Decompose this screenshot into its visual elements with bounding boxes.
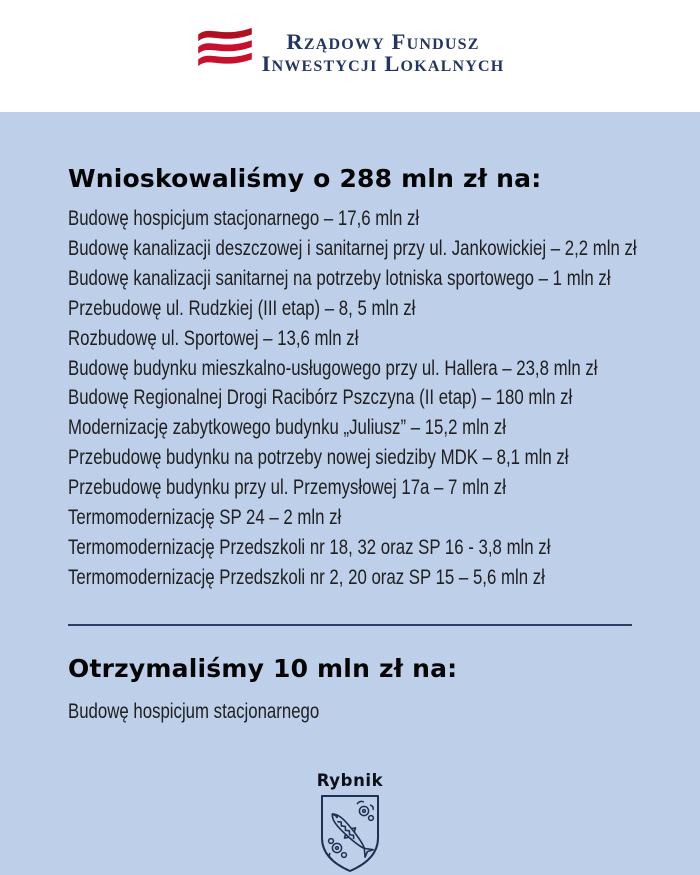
city-name: Rybnik	[316, 771, 384, 790]
footer	[0, 771, 700, 875]
requested-list-item: Budowę Regionalnej Drogi Racibórz Pszczyna (II etap) – 180 mln zł	[68, 386, 573, 410]
waving-flag-icon	[196, 24, 254, 68]
rybnik-coat-of-arms-icon	[318, 793, 382, 875]
logo-line1: Rządowy Fundusz	[286, 29, 480, 54]
requested-list-item: Budowę budynku mieszkalno-usługowego przy ul. Hallera – 23,8 mln zł	[68, 356, 598, 380]
requested-list-item: Rozbudowę ul. Sportowej – 13,6 mln zł	[68, 326, 359, 350]
received-list-item: Budowę hospicjum stacjonarnego	[68, 699, 320, 723]
requested-list-item: Budowę kanalizacji deszczowej i sanitarnej przy ul. Jankowickiej – 2,2 mln zł	[68, 236, 637, 260]
requested-list-item: Termomodernizację SP 24 – 2 mln zł	[68, 506, 342, 530]
requested-list-item: Modernizację zabytkowego budynku „Juliusz” – 15,2 mln zł	[68, 416, 506, 440]
logo-line2: Inwestycji Lokalnych	[261, 51, 505, 76]
requested-list-item: Przebudowę ul. Rudzkiej (III etap) – 8, 5 mln zł	[68, 296, 416, 320]
logo-wordmark	[262, 31, 505, 75]
requested-list-item: Termomodernizację Przedszkoli nr 18, 32 oraz SP 16 - 3,8 mln zł	[68, 535, 551, 559]
main-content	[0, 112, 700, 735]
requested-list	[68, 204, 637, 593]
section-divider	[68, 624, 632, 626]
header	[0, 0, 700, 112]
requested-list-item: Budowę kanalizacji sanitarnej na potrzeby lotniska sportowego – 1 mln zł	[68, 266, 611, 290]
requested-list-item: Budowę hospicjum stacjonarnego – 17,6 mln zł	[68, 207, 420, 230]
requested-list-item: Przebudowę budynku na potrzeby nowej siedziby MDK – 8,1 mln zł	[68, 446, 569, 470]
received-list	[68, 697, 632, 727]
rfil-logo	[196, 31, 505, 75]
requested-heading: Wnioskowaliśmy o 288 mln zł na:	[68, 164, 542, 193]
requested-list-item: Termomodernizację Przedszkoli nr 2, 20 oraz SP 15 – 5,6 mln zł	[68, 565, 545, 589]
requested-list-item: Przebudowę budynku przy ul. Przemysłowej 17a – 7 mln zł	[68, 476, 506, 500]
received-heading: Otrzymaliśmy 10 mln zł na:	[68, 653, 458, 683]
